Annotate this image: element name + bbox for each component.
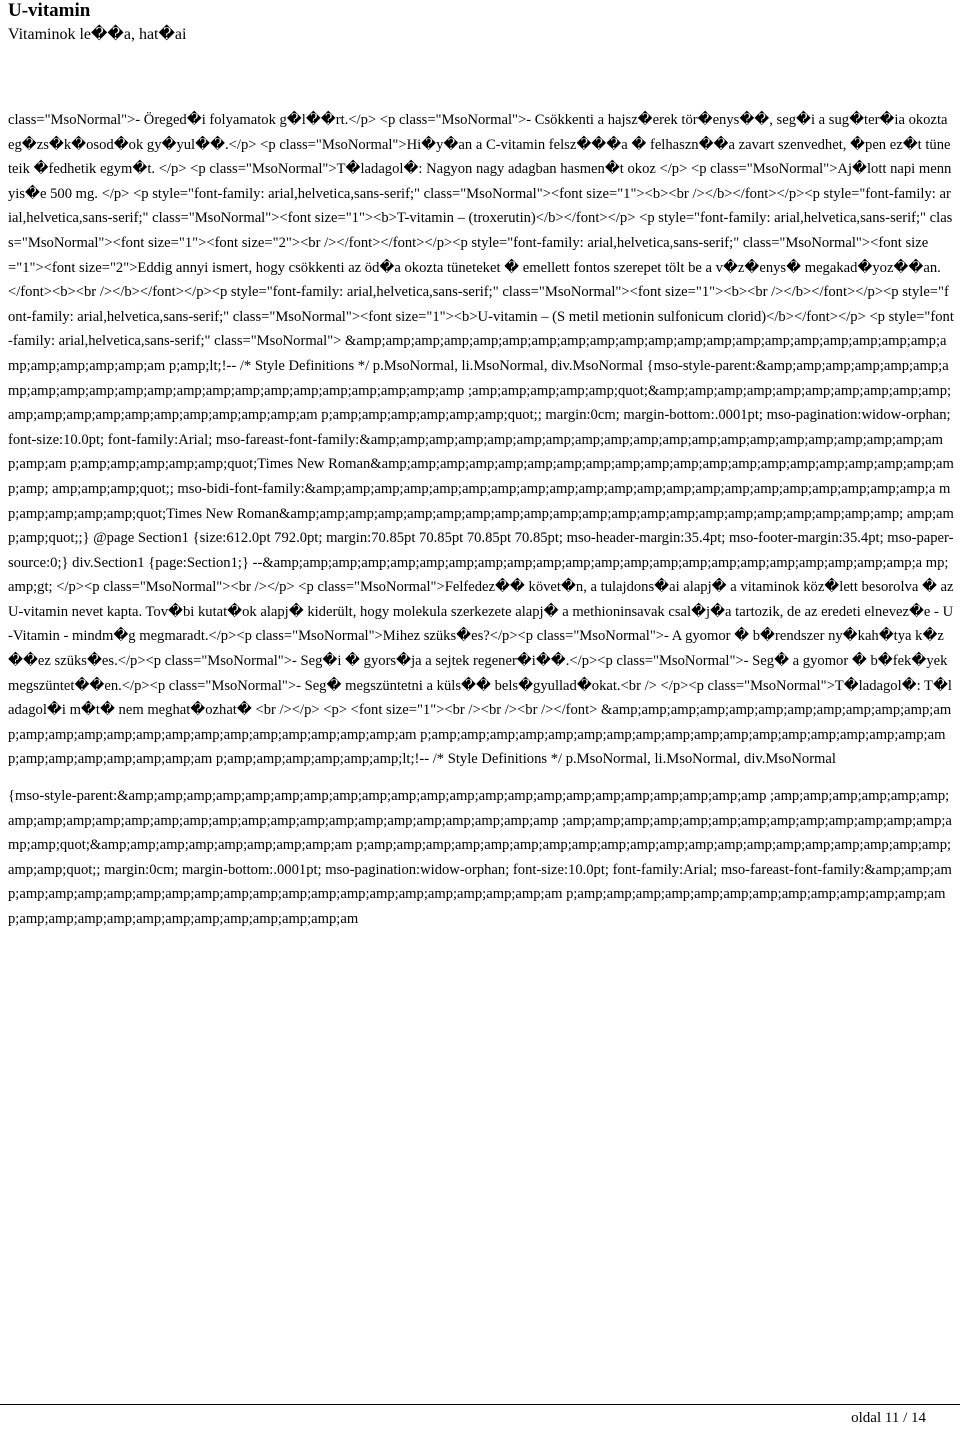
- body-paragraph: {mso-style-parent:&amp;amp;amp;amp;amp;amp;amp;amp;amp;amp;amp;amp;amp;amp;amp;amp;amp;amp;amp;amp;amp;amp ;amp;amp;amp;amp;amp;amp;amp;amp;amp;amp;amp;amp;amp;amp;amp;amp;amp;amp;amp;amp;amp;amp;amp;amp;amp ;amp;amp;amp;amp;amp;amp;amp;amp;amp;amp;amp;amp;amp;amp;amp;quot;&amp;amp;amp;amp;amp;amp;amp;amp;am p;amp;amp;amp;amp;amp;amp;amp;amp;amp;amp;amp;amp;amp;amp;amp;amp;amp;amp;amp;amp;amp;amp;quot;; margin:0cm; margin-bottom:.0001pt; mso-pagination:widow-orphan; font-size:10.0pt; font-family:Arial; mso-fareast-font-family:&amp;amp;amp;amp;amp;amp;amp;amp;amp;amp;amp;amp;amp;amp;amp;amp;amp;amp;amp;amp;amp;am p;amp;amp;amp;amp;amp;amp;amp;amp;amp;amp;amp;amp;amp;amp;amp;amp;amp;amp;amp;amp;amp;amp;amp;amp;am: [8, 788, 952, 927]
- body-paragraph: class="MsoNormal">- Öreged�i folyamatok g�l��rt.</p> <p class="MsoNormal">- Csökkenti a hajsz�erek tör�enys��, seg�i a sug�ter�ia okozta eg�zs�k�osod�ok gy�yul��.</p> <p class="MsoNormal">Hi�y�an a C-vitamin felsz���a � felhaszn��a zavart szenvedhet, �pen ez�t tüneteik �fedhetik egym�t. </p> <p class="MsoNormal">T�ladagol�: Nagyon nagy adagban hasmen�t okoz </p> <p class="MsoNormal">Aj�lott napi mennyis�e 500 mg. </p> <p style="font-family: arial,helvetica,sans-serif;" class="MsoNormal"><font size="1"><b><br /></b></font></p><p style="font-family: arial,helvetica,sans-serif;" class="MsoNormal"><font size="1"><b>T-vitamin – (troxerutin)</b></font></p> <p style="font-family: arial,helvetica,sans-serif;" class="MsoNormal"><font size="1"><font size="2"><br /></font></font></p><p style="font-family: arial,helvetica,sans-serif;" class="MsoNormal"><font size="1"><font size="2">Eddig annyi ismert, hogy csökkenti az öd�a okozta tüneteket � emellett fontos szerepet tölt be a v�z�enys� megakad�yoz��an. </font><b><br /></b></font></p><p style="font-family: arial,helvetica,sans-serif;" class="MsoNormal"><font size="1"><b><br /></b></font></p><p style="font-family: arial,helvetica,sans-serif;" class="MsoNormal"><font size="1"><b>U-vitamin – (S metil metionin sulfonicum clorid)</b></font></p> <p style="font-family: arial,helvetica,sans-serif;" class="MsoNormal"> &amp;amp;amp;amp;amp;amp;amp;amp;amp;amp;amp;amp;amp;amp;amp;amp;amp;amp;amp;amp;amp;amp;amp;amp;amp;am p;amp;lt;!-- /* Style Definitions */ p.MsoNormal, li.MsoNormal, div.MsoNormal {mso-style-parent:&amp;amp;amp;amp;amp;amp;amp;amp;amp;amp;amp;amp;amp;amp;amp;amp;amp;amp;amp;amp;amp;amp ;amp;amp;amp;amp;amp;quot;&amp;amp;amp;amp;amp;amp;amp;amp;amp;amp;amp;amp;amp;amp;amp;amp;amp;amp;amp;amp;am p;amp;amp;amp;amp;amp;amp;quot;; margin:0cm; margin-bottom:.0001pt; mso-pagination:widow-orphan; font-size:10.0pt; font-family:Arial; mso-fareast-font-family:&amp;amp;amp;amp;amp;amp;amp;amp;amp;amp;amp;amp;amp;amp;amp;amp;amp;amp;amp;amp;amp;am p;amp;amp;amp;amp;amp;quot;Times New Roman&amp;amp;amp;amp;amp;amp;amp;amp;amp;amp;amp;amp;amp;amp;amp;amp;amp;amp;amp;amp;amp; amp;amp;amp;quot;; mso-bidi-font-family:&amp;amp;amp;amp;amp;amp;amp;amp;amp;amp;amp;amp;amp;amp;amp;amp;amp;amp;amp;amp;amp;a mp;amp;amp;amp;amp;quot;Times New Roman&amp;amp;amp;amp;amp;amp;amp;amp;amp;amp;amp;amp;amp;amp;amp;amp;amp;amp;amp;amp;amp; amp;amp;amp;quot;;} @page Section1 {size:612.0pt 792.0pt; margin:70.85pt 70.85pt 70.85pt 70.85pt; mso-header-margin:35.4pt; mso-footer-margin:35.4pt; mso-paper-source:0;} div.Section1 {page:Section1;} --&amp;amp;amp;amp;amp;amp;amp;amp;amp;amp;amp;amp;amp;amp;amp;amp;amp;amp;amp;amp;amp;amp;a mp;amp;gt; </p><p class="MsoNormal"><br /></p> <p class="MsoNormal">Felfedez�� követ�n, a tulajdons�ai alapj� a vitaminok köz�lett besorolva � az U-vitamin nevet kapta. Tov�bi kutat�ok alapj� kiderült, hogy molekula szerkezete alapj� a methioninsavak csal�j�a tartozik, de az eredeti elnevez�e - U-Vitamin - mindm�g megmaradt.</p><p class="MsoNormal">Mihez szüks�es?</p><p class="MsoNormal">- A gyomor � b�rendszer ny�kah�tya k�z��ez szüks�es.</p><p class="MsoNormal">- Seg�i � gyors�ja a sejtek regener�i��.</p><p class="MsoNormal">- Seg� a gyomor � b�fek�yek megszüntet��en.</p><p class="MsoNormal">- Seg� megszüntetni a küls�� bels�gyullad�okat.<br /> </p><p class="MsoNormal">T�ladagol�: T�ladagol�i m�t� nem meghat�ozhat� <br /></p> <p> <font size="1"><br /><br /><br /></font> &amp;amp;amp;amp;amp;amp;amp;amp;amp;amp;amp;amp;amp;amp;amp;amp;amp;amp;amp;amp;amp;amp;amp;amp;amp;am p;amp;amp;amp;amp;amp;amp;amp;amp;amp;amp;amp;amp;amp;amp;amp;amp;amp;amp;amp;amp;amp;amp;amp;amp;am p;amp;amp;amp;amp;amp;amp;lt;!-- /* Style Definitions */ p.MsoNormal, li.MsoNormal, div.MsoNormal: [8, 112, 954, 768]
- document-subtitle: Vitaminok le��a, hat�ai: [8, 26, 187, 43]
- page-number: oldal 11 / 14: [851, 1410, 926, 1426]
- footer-divider: [0, 1404, 960, 1405]
- document-title: U-vitamin: [8, 0, 91, 21]
- paragraph-gap: [8, 772, 954, 784]
- document-body: [8, 108, 954, 932]
- document-header: [8, 0, 952, 46]
